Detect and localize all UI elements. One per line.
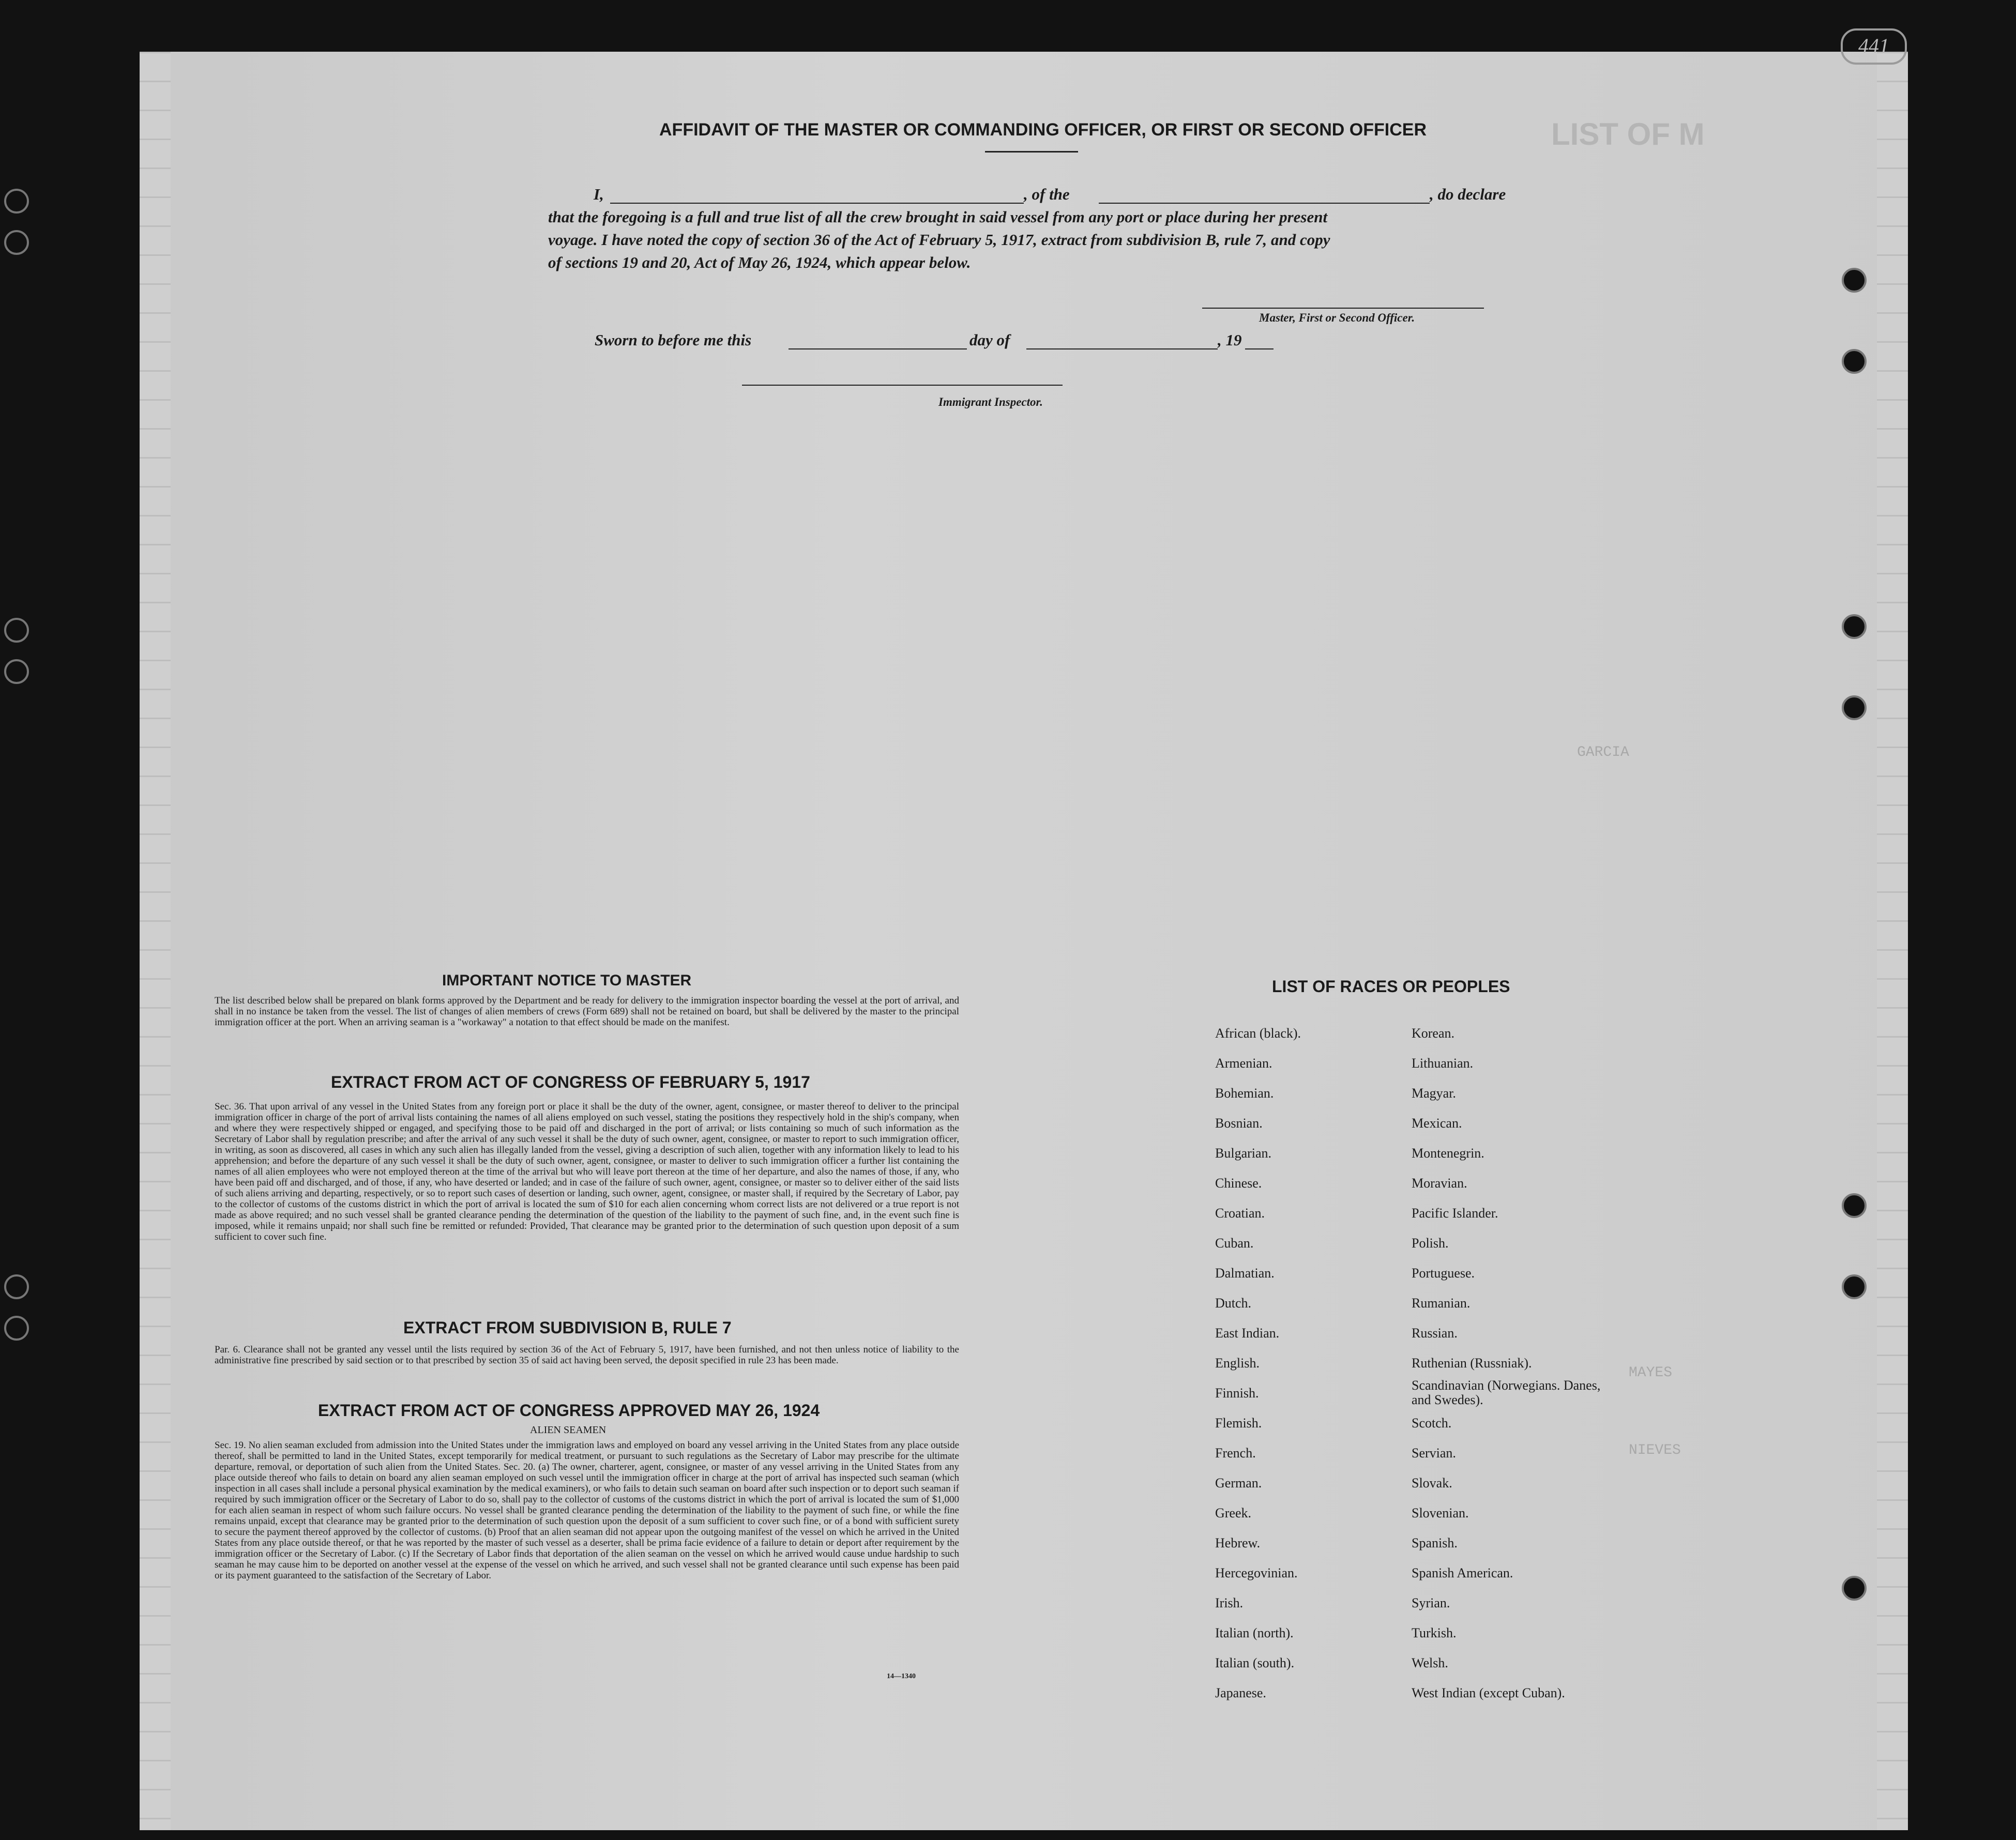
race-item: Dutch. — [1215, 1296, 1252, 1311]
race-item: Italian (south). — [1215, 1655, 1295, 1670]
affidavit-title: AFFIDAVIT OF THE MASTER OR COMMANDING OFFICER, OR FIRST OR SECOND OFFICER — [659, 120, 1427, 140]
race-item: Cuban. — [1215, 1236, 1254, 1251]
race-item: Pacific Islander. — [1412, 1206, 1498, 1221]
race-item: French. — [1215, 1446, 1256, 1461]
race-item: West Indian (except Cuban). — [1412, 1685, 1565, 1700]
race-item: Portuguese. — [1412, 1266, 1475, 1281]
race-item: Bosnian. — [1215, 1116, 1263, 1131]
race-item: Armenian. — [1215, 1056, 1272, 1071]
race-item: Polish. — [1412, 1236, 1449, 1251]
race-item: Servian. — [1412, 1446, 1456, 1461]
left-binder-strip — [140, 52, 171, 1830]
extract-1924-text: Sec. 19. No alien seaman excluded from admission into the United States under the immigration laws and employed on board any vessel arriving in the United States from any place outside thereof, shall be permitted to land in the United States, except temporarily for medical treatment, or pursuant to such regulations as the Secretary of Labor may prescribe for the ultimate departure, removal, or deportation of such alien from the United States. Sec. 20. (a) The owner, charterer, agent, consignee, or master of any vessel arriving in the United States from any place outside thereof who fails to detain on board any alien seaman employed on such vessel until the immigration officer in charge at the port of arrival has inspected such seaman (which inspection in all cases shall include a personal physical examination by the medical examiners), or who fails to detain such seaman on board after such inspection or to deport such seaman if required by such immigration officer or the Secretary of Labor to do so, shall pay to the collector of customs of the customs district in which the port of arrival is located the sum of $1,000 for each alien seaman in respect of whom such failure occurs. No vessel shall be granted clearance pending the determination of the liability to the payment of such fine, or while the fine remains unpaid, except that clearance may be granted prior to the determination of such question upon the deposit of a sum sufficient to cover such fine, or of a bond with sufficient surety to secure the payment thereof approved by the collector of customs. (b) Proof that an alien seaman did not appear upon the outgoing manifest of the vessel on which he arrived in the United States from any place outside thereof, or that he was reported by the master of such vessel as a deserter, shall be prima facie evidence of a failure to detain or deport after requirement by the immigration officer or the Secretary of Labor. (c) If the Secretary of Labor finds that deportation of the alien seaman on the vessel on which he arrived would cause undue hardship to such seaman he may cause him to be deported on another vessel at the expense of the vessel on which he arrived, and such vessel shall not be granted clearance until such expense has been paid or its payment guaranteed to the satisfaction of the Secretary of Labor. — [215, 1440, 959, 1581]
race-item: Spanish. — [1412, 1535, 1458, 1550]
race-item: Bohemian. — [1215, 1086, 1274, 1101]
extract-1924-subtitle: ALIEN SEAMEN — [530, 1424, 607, 1436]
affidavit-line1-start: I, — [594, 185, 604, 203]
race-item: East Indian. — [1215, 1326, 1280, 1341]
form-number: 14—1340 — [887, 1672, 916, 1680]
notice-text: The list described below shall be prepared on blank forms approved by the Department and be ready for delivery to the immigration inspector boarding the vessel at the port of arrival, and shall in no instance be taken from the vessel. The list of changes of alien members of crews (Form 689) shall not be retained on board, but shall be delivered by the master to the principal immigration officer at the port. When an arriving seaman is a "workaway" a notation to that effect should be made on the manifest. — [215, 995, 959, 1028]
affidavit-line3: voyage. I have noted the copy of section 36 of the Act of February 5, 1917, extract from subdivision B, rule 7, and copy — [548, 231, 1330, 249]
affidavit-line4: of sections 19 and 20, Act of May 26, 1924, which appear below. — [548, 253, 971, 271]
inspector-signature-caption: Immigrant Inspector. — [938, 396, 1043, 408]
race-item: African (black). — [1215, 1026, 1301, 1041]
sworn-text-mid: day of — [969, 331, 1010, 349]
race-item: Croatian. — [1215, 1206, 1265, 1221]
race-item: Scandinavian (Norwegians. Danes, and Swedes). — [1412, 1378, 1601, 1407]
punch-hole — [1842, 695, 1867, 720]
race-item: Rumanian. — [1412, 1296, 1471, 1311]
race-item: Lithuanian. — [1412, 1056, 1474, 1071]
race-item: Japanese. — [1215, 1685, 1266, 1700]
race-item: Magyar. — [1412, 1086, 1456, 1101]
race-item: Slovak. — [1412, 1476, 1452, 1491]
race-item: Dalmatian. — [1215, 1266, 1275, 1281]
race-item: Syrian. — [1412, 1595, 1450, 1610]
race-item: Moravian. — [1412, 1176, 1467, 1191]
punch-hole — [4, 1274, 29, 1299]
race-item: Slovenian. — [1412, 1506, 1469, 1520]
race-item: Hebrew. — [1215, 1535, 1261, 1550]
notice-title: IMPORTANT NOTICE TO MASTER — [442, 972, 692, 989]
race-item: Chinese. — [1215, 1176, 1262, 1191]
race-item: Ruthenian (Russniak). — [1412, 1356, 1532, 1371]
punch-hole — [4, 230, 29, 255]
race-item: Turkish. — [1412, 1625, 1457, 1640]
sworn-text-start: Sworn to before me this — [595, 331, 752, 349]
races-title: LIST OF RACES OR PEOPLES — [1272, 977, 1510, 996]
vessel-blank — [1099, 203, 1430, 204]
race-item: Welsh. — [1412, 1655, 1448, 1670]
extract-1917-title: EXTRACT FROM ACT OF CONGRESS OF FEBRUARY 5, 1917 — [331, 1073, 810, 1091]
race-item: Spanish American. — [1412, 1565, 1513, 1580]
race-item: Mexican. — [1412, 1116, 1462, 1131]
affidavit-line2: that the foregoing is a full and true list of all the crew brought in said vessel from any port or place during her present — [548, 208, 1328, 226]
race-item: Greek. — [1215, 1506, 1252, 1520]
punch-hole — [1842, 1576, 1867, 1601]
master-signature-line — [1202, 308, 1484, 309]
punch-hole — [1842, 268, 1867, 293]
year-blank — [1245, 348, 1274, 349]
month-blank — [1026, 348, 1218, 349]
races-right-column — [1412, 1018, 1618, 1708]
extract-1924-title: EXTRACT FROM ACT OF CONGRESS APPROVED MAY 26, 1924 — [318, 1401, 820, 1420]
bleed-through-text: MAYES — [1629, 1365, 1673, 1381]
day-blank — [789, 348, 967, 349]
name-blank — [610, 203, 1024, 204]
punch-hole — [1842, 349, 1867, 374]
races-left-column — [1215, 1018, 1412, 1708]
handwritten-page-number: 441 — [1841, 28, 1907, 65]
affidavit-line1-mid: , of the — [1024, 185, 1070, 203]
race-item: Irish. — [1215, 1595, 1244, 1610]
bleed-through-text: GARCIA — [1577, 744, 1629, 761]
bleed-through-text: NIEVES — [1629, 1442, 1681, 1458]
extract-1917-text: Sec. 36. That upon arrival of any vessel in the United States from any foreign port or place it shall be the duty of the owner, agent, consignee, or master thereof to deliver to the principal immigration officer in charge of the port of arrival lists containing the names of all aliens employed on such vessel, stating the positions they respectively hold in the ship's company, when and where they were respectively shipped or engaged, and specifying those to be paid off and discharged in the port of arrival; or lists containing so much of such information as the Secretary of Labor shall by regulation prescribe; and after the arrival of any such vessel it shall be the duty of such owner, agent, consignee, or master to report to such immigration officer, in writing, as soon as discovered, all cases in which any such alien has illegally landed from the vessel, giving a description of such alien, together with any information likely to lead to his apprehension; and before the departure of any such vessel it shall be the duty of such owner, agent, consignee, or master to deliver to such immigration officer a further list containing the names of all alien employees who were not employed thereon at the time of the arrival but who will leave port thereon at the time of her departure, and also the names of those, if any, who have been paid off and discharged, and of those, if any, who have deserted or landed; and in case of the failure of such owner, agent, consignee, or master so to deliver either of the said lists of such aliens arriving and departing, respectively, or so to report such cases of desertion or landing, such owner, agent, consignee, or master shall, if required by the Secretary of Labor, pay to the collector of customs of the customs district in which the port of arrival is located the sum of $10 for each alien concerning whom correct lists are not delivered or a true report is not made as above required; and no such vessel shall be granted clearance pending the determination of the question of the liability to the payment of such fine, and, in the event such fine is imposed, while it remains unpaid; nor shall such fine be remitted or refunded: Provided, That clearance may be granted prior to the determination of such question upon deposit of a sum sufficient to cover such fine. — [215, 1101, 959, 1242]
right-binder-strip — [1877, 52, 1908, 1830]
affidavit-line1-end: , do declare — [1430, 185, 1506, 203]
title-underline — [985, 151, 1078, 153]
sworn-text-end: , 19 — [1218, 331, 1242, 349]
inspector-signature-line — [742, 385, 1063, 386]
race-item: German. — [1215, 1476, 1262, 1491]
punch-hole — [4, 618, 29, 643]
race-item: Italian (north). — [1215, 1625, 1294, 1640]
rule-7-text: Par. 6. Clearance shall not be granted any vessel until the lists required by section 36 of the Act of February 5, 1917, have been furnished, and not then unless notice of liability to the administrative fine prescribed by said section or to that prescribed by section 35 of said act having been served, the deposit specified in rule 23 has been made. — [215, 1344, 959, 1366]
punch-hole — [1842, 1193, 1867, 1218]
race-item: Flemish. — [1215, 1416, 1262, 1431]
bleed-through-heading: LIST OF M — [1551, 117, 1705, 151]
race-item: Russian. — [1412, 1326, 1458, 1341]
rule-7-title: EXTRACT FROM SUBDIVISION B, RULE 7 — [403, 1318, 732, 1337]
race-item: Bulgarian. — [1215, 1146, 1272, 1161]
race-item: Hercegovinian. — [1215, 1565, 1298, 1580]
race-item: English. — [1215, 1356, 1260, 1371]
punch-hole — [4, 659, 29, 684]
race-item: Finnish. — [1215, 1386, 1259, 1401]
race-item: Scotch. — [1412, 1416, 1452, 1431]
punch-hole — [4, 1316, 29, 1341]
race-item: Montenegrin. — [1412, 1146, 1484, 1161]
master-signature-caption: Master, First or Second Officer. — [1259, 311, 1415, 324]
punch-hole — [1842, 1274, 1867, 1299]
race-item: Korean. — [1412, 1026, 1455, 1041]
punch-hole — [1842, 614, 1867, 639]
punch-hole — [4, 189, 29, 214]
